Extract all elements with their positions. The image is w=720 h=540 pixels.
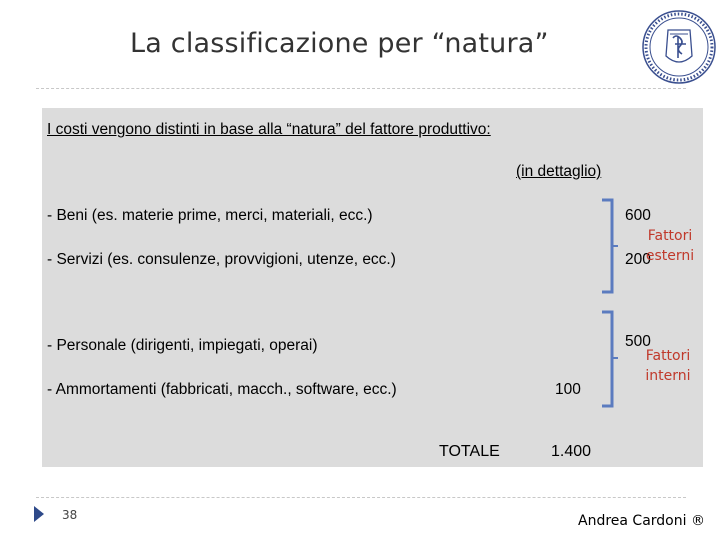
total-label: TOTALE bbox=[439, 443, 500, 460]
item-label-servizi: - Servizi (es. consulenze, provvigioni, utenze, ecc.) bbox=[47, 251, 396, 268]
item-value-beni: 600 bbox=[625, 207, 651, 224]
internal-factors-bracket bbox=[598, 308, 620, 410]
item-value-servizi: 200 bbox=[625, 251, 651, 268]
item-value-personale: 500 bbox=[625, 333, 651, 350]
external-factors-line2: esterni bbox=[645, 248, 695, 264]
bottom-divider bbox=[36, 497, 686, 498]
item-label-ammortamenti: - Ammortamenti (fabbricati, macch., software, ecc.) bbox=[47, 381, 397, 398]
footer-author: Andrea Cardoni ® bbox=[578, 513, 705, 529]
item-label-personale: - Personale (dirigenti, impiegati, operai) bbox=[47, 337, 318, 354]
external-factors-label bbox=[638, 226, 702, 266]
internal-factors-line1: Fattori bbox=[645, 348, 691, 364]
item-value-ammortamenti: 100 bbox=[555, 381, 581, 398]
total-value: 1.400 bbox=[551, 443, 592, 460]
intro-text: I costi vengono distinti in base alla “natura” del fattore produttivo: bbox=[47, 121, 491, 138]
external-factors-line1: Fattori bbox=[647, 228, 693, 244]
university-seal-icon bbox=[640, 8, 718, 86]
chevron-right-icon bbox=[32, 505, 46, 523]
slide-title: La classificazione per “natura” bbox=[130, 28, 549, 59]
external-factors-bracket bbox=[598, 196, 620, 296]
top-divider bbox=[36, 88, 686, 89]
detail-note: (in dettaglio) bbox=[516, 163, 602, 180]
internal-factors-label bbox=[636, 346, 700, 386]
internal-factors-line2: interni bbox=[645, 368, 691, 384]
item-label-beni: - Beni (es. materie prime, merci, materiali, ecc.) bbox=[47, 207, 373, 224]
slide-number: 38 bbox=[62, 508, 78, 522]
